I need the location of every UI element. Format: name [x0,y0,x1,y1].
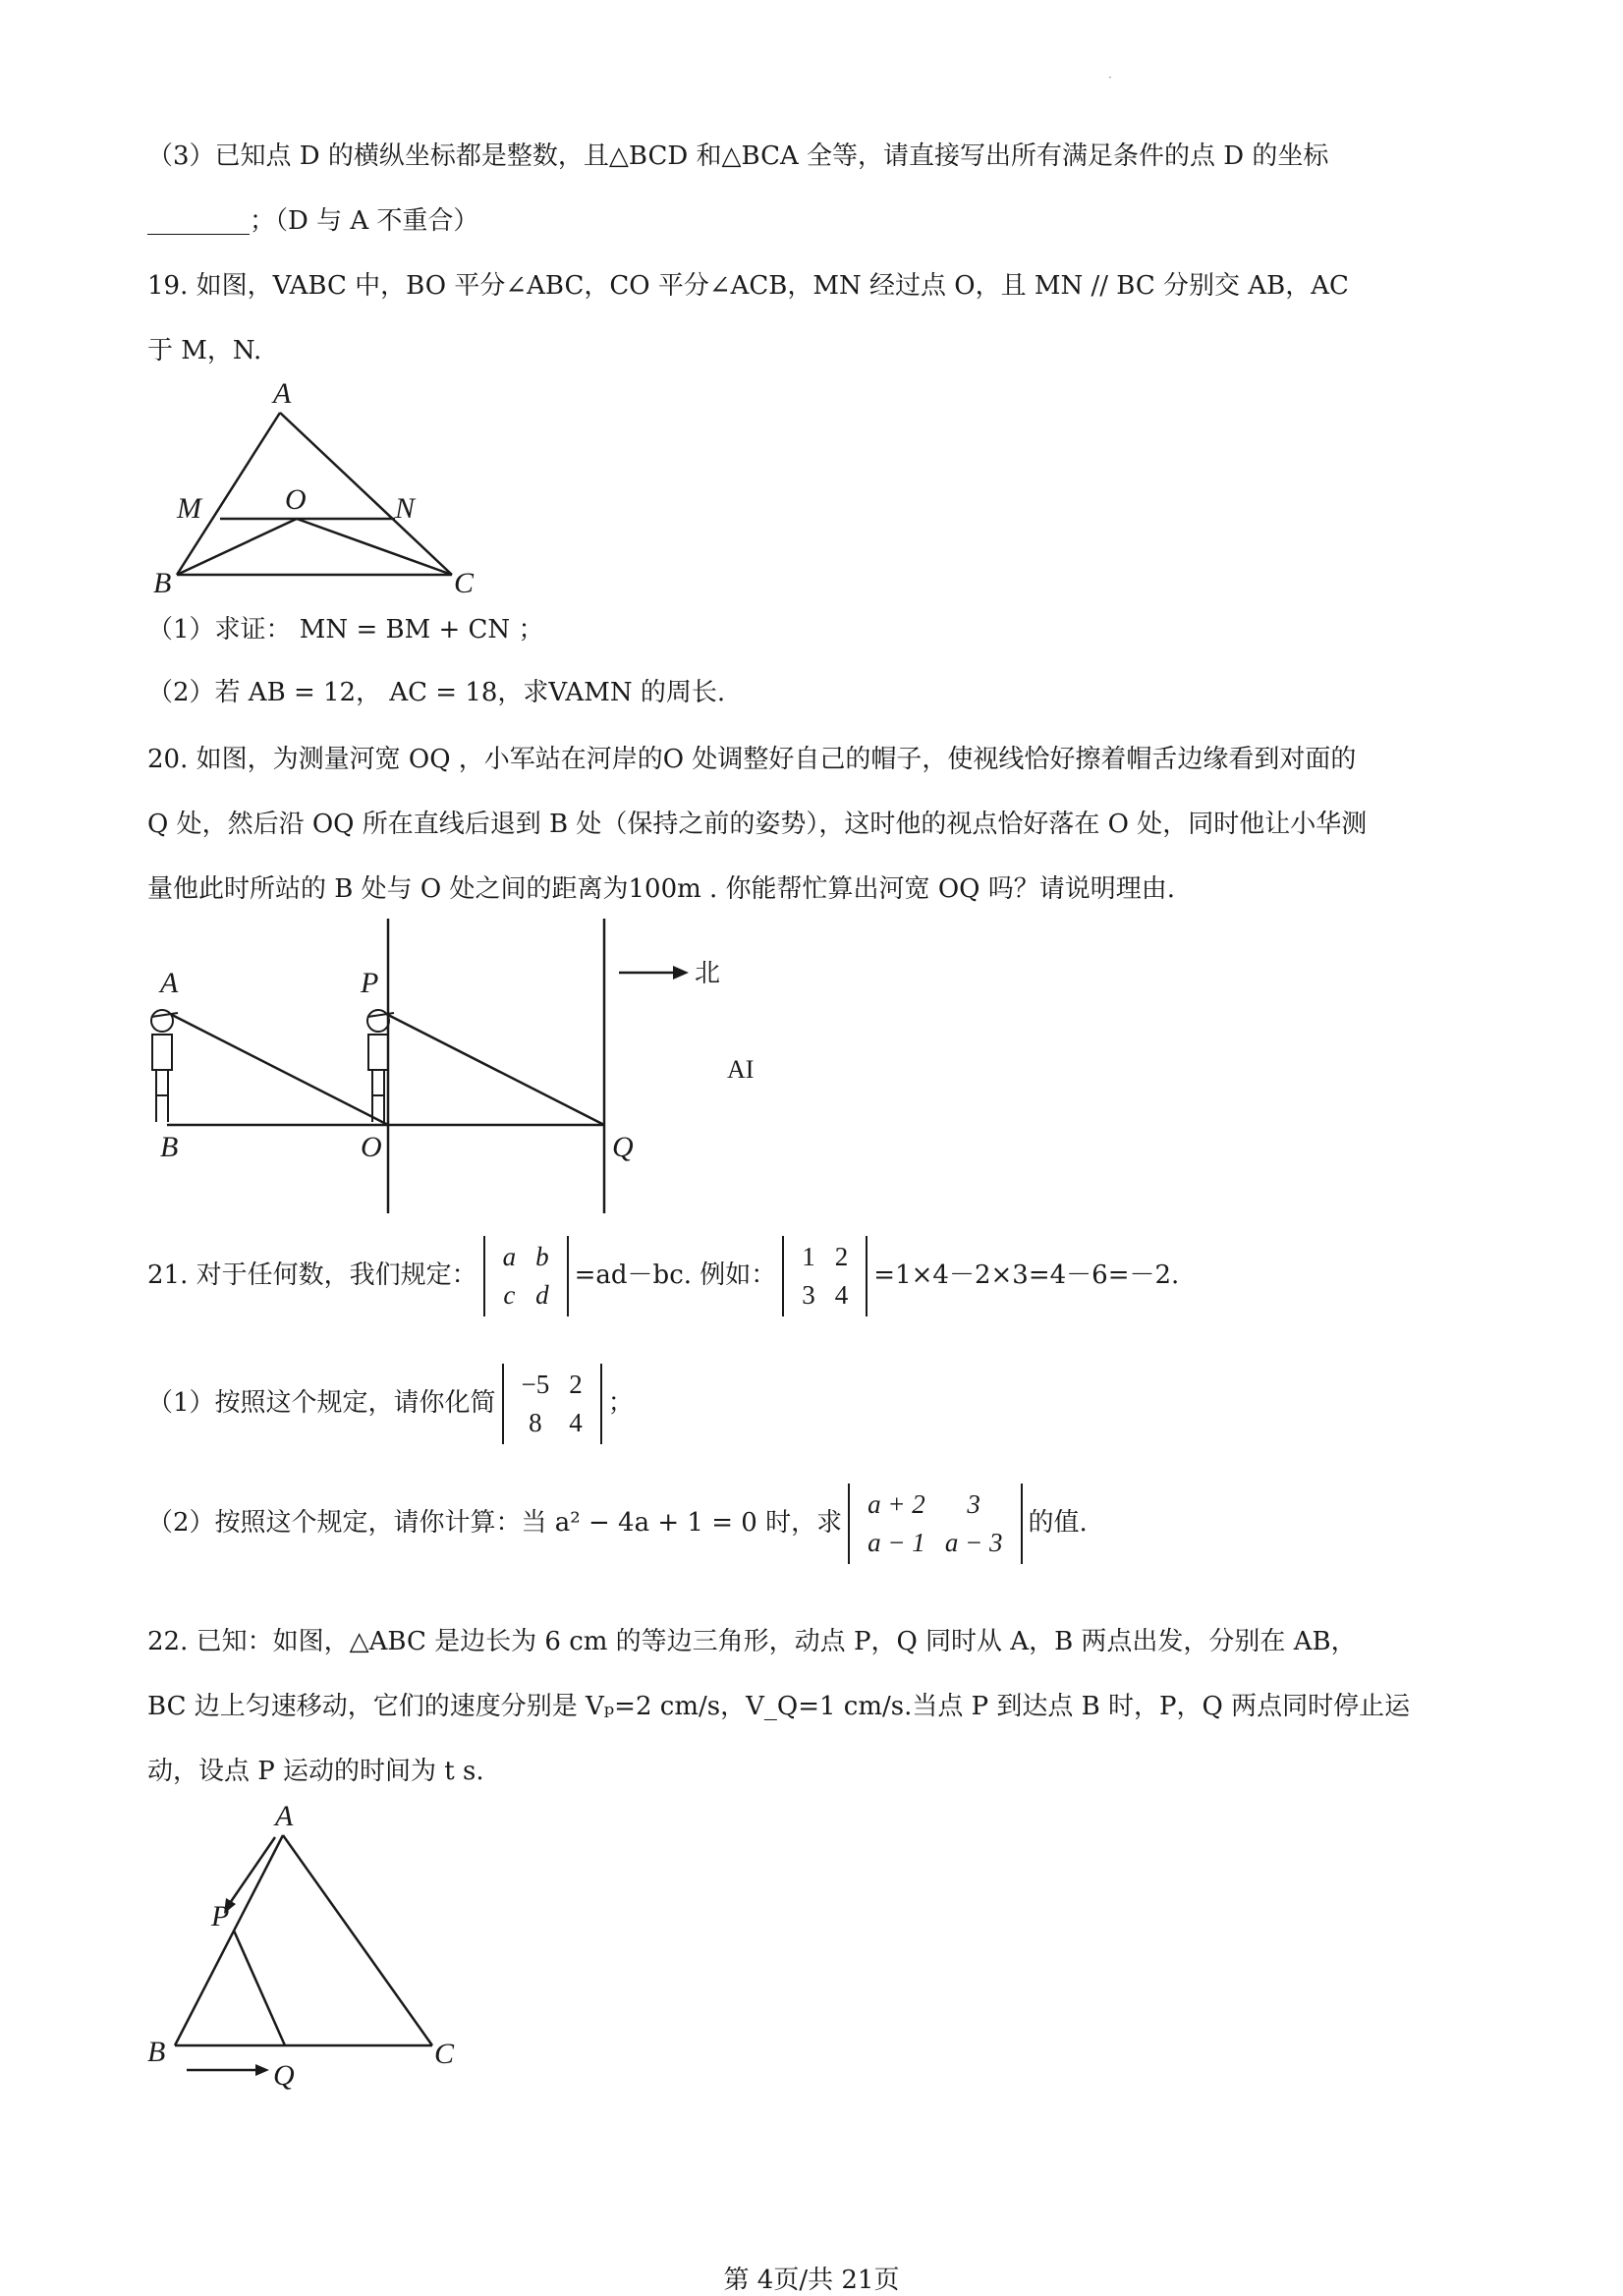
q20-label-ai: AI [727,1055,755,1084]
q20-person-at-b [151,1010,178,1122]
q21-part1-suffix: ； [607,1388,634,1418]
q22-label-a: A [275,1800,294,1832]
q19-label-c: C [454,567,475,599]
q20-person-at-o [367,1010,394,1122]
q22-line1: 22. 已知：如图，△ABC 是边长为 6 cm 的等边三角形，动点 P，Q 同时从 A，B 两点出发，分别在 AB， [147,1627,1357,1656]
q20-label-q: Q [612,1131,634,1163]
corner-mark: · [1108,71,1112,84]
q21-part1-22: 4 [569,1408,583,1437]
q21-part1-prefix: （1）按照这个规定，请你化简 [147,1388,496,1418]
q22-triangle-figure [138,1798,491,2093]
q21-part1-21: 8 [529,1408,542,1437]
q21-def-a: a [502,1242,517,1271]
q22-label-p: P [211,1900,230,1932]
q20-label-b: B [160,1131,179,1163]
q21-def-d: d [535,1280,549,1310]
q22-label-q: Q [273,2059,295,2092]
q19-triangle-figure [147,378,501,599]
q21-intro-example: =1×4－2×3=4－6=－2. [873,1260,1180,1290]
q21-part2-suffix: 的值. [1028,1508,1088,1538]
q21-intro [147,1236,1179,1316]
q22-segment-pq [234,1931,285,2045]
q19-line2: 于 M，N. [147,336,262,365]
page-footer: 第 4页/共 21页 [723,2266,900,2295]
q19-segment-co [297,519,452,575]
q21-part2 [147,1484,1088,1564]
q22-line3: 动，设点 P 运动的时间为 t s. [147,1757,484,1786]
q20-line1: 20. 如图，为测量河宽 OQ ，小军站在河岸的O 处调整好自己的帽子，使视线恰好擦着帽舌边缘看到对面的 [147,745,1357,774]
q19-label-a: A [273,378,292,410]
q21-part2-12: 3 [967,1489,980,1519]
q21-example-21: 3 [802,1280,815,1310]
q21-part1-12: 2 [569,1370,583,1399]
q21-part2-determinant [848,1484,1022,1564]
q22-line2: BC 边上匀速移动，它们的速度分别是 Vₚ=2 cm/s，V_Q=1 cm/s.当点 P 到达点 B 时，P，Q 两点同时停止运 [147,1692,1411,1721]
q21-part2-21: a − 1 [867,1528,925,1557]
q20-line3: 量他此时所站的 B 处与 O 处之间的距离为100m . 你能帮忙算出河宽 OQ 吗？请说明理由. [147,874,1175,904]
q21-part2-22: a − 3 [944,1528,1003,1557]
q20-label-north: 北 [695,959,721,988]
q21-definition-determinant [483,1236,569,1316]
q20-river-figure [142,919,791,1218]
q22-side-ac [283,1835,432,2045]
q20-label-p: P [361,967,379,999]
q21-example-12: 2 [834,1242,849,1271]
q22-label-c: C [434,2038,455,2070]
q20-label-o: O [361,1131,382,1163]
q20-line2: Q 处，然后沿 OQ 所在直线后退到 B 处（保持之前的姿势），这时他的视点恰好落在 O 处，同时他让小华测 [147,810,1368,839]
q21-def-b: b [535,1242,549,1271]
q18-part3-line2: ________；（D 与 A 不重合） [147,206,479,236]
q19-label-b: B [153,567,172,599]
q22-label-b: B [147,2036,166,2068]
q20-sightline-a [172,1015,388,1125]
q19-part1: （1）求证： MN = BM + CN ； [147,615,544,644]
q21-example-determinant [782,1236,867,1316]
q19-label-n: N [395,492,416,525]
q21-intro-prefix: 21. 对于任何数，我们规定： [147,1260,477,1290]
q22-arrow-bq-head [255,2064,269,2076]
q19-label-o: O [285,483,307,516]
q19-line1: 19. 如图，VABC 中，BO 平分∠ABC，CO 平分∠ACB，MN 经过点 O，且 MN // BC 分别交 AB，AC [147,271,1349,301]
q21-example-22: 4 [834,1280,849,1310]
q21-part2-prefix: （2）按照这个规定，请你计算：当 a² − 4a + 1 = 0 时，求 [147,1508,843,1538]
q21-def-c: c [503,1280,516,1310]
q21-part1-11: −5 [521,1370,550,1399]
q22-side-ab [175,1835,283,2045]
q21-intro-definition: =ad－bc. 例如： [574,1260,777,1290]
q20-sightline-p [388,1015,604,1125]
q19-part2: （2）若 AB = 12， AC = 18，求VAMN 的周长. [147,678,726,707]
q19-label-m: M [177,492,201,525]
q18-part3-line1: （3）已知点 D 的横纵坐标都是整数，且△BCD 和△BCA 全等，请直接写出所有满足条件的点 D 的坐标 [147,141,1329,171]
q20-label-a: A [160,967,179,999]
q20-north-arrow-head [673,966,689,980]
q21-part1-determinant [502,1364,602,1444]
q21-example-11: 1 [802,1242,815,1271]
q21-part1 [147,1364,634,1444]
q21-part2-11: a + 2 [867,1489,925,1519]
